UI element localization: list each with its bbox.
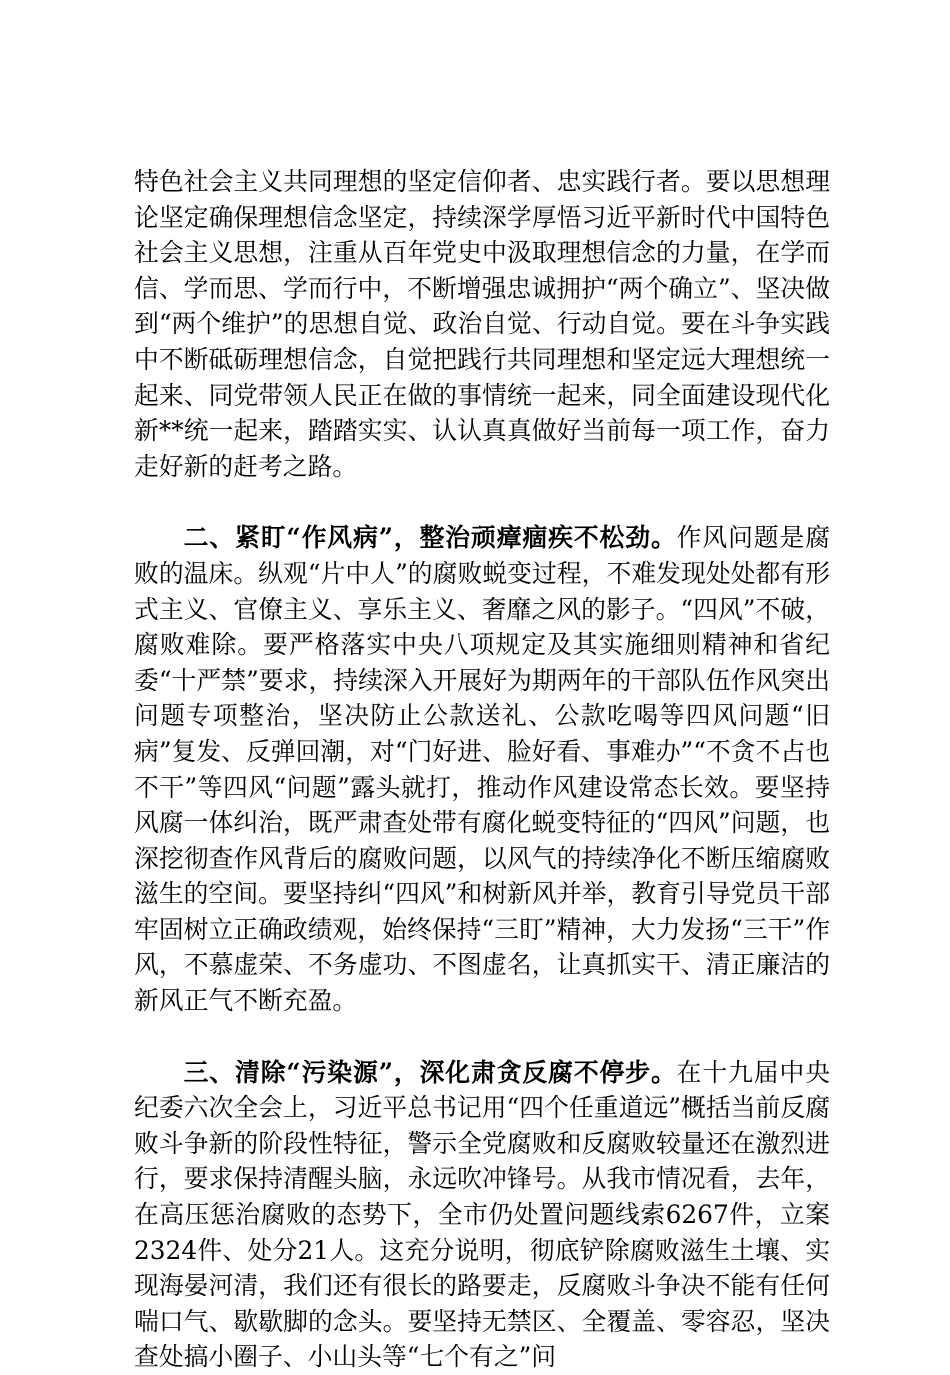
section-heading-three: 三、清除“污染源”，深化肃贪反腐不停步。 [183, 1057, 677, 1087]
paragraph-text: 特色社会主义共同理想的坚定信仰者、忠实践行者。要以思想理论坚定确保理想信念坚定，持续深学厚悟习近平新时代中国特色社会主义思想，注重从百年党史中汲取理想信念的力量，在学而信、学而思、学而行中，不断增强忠诚拥护“两个确立”、坚决做到“两个维护”的思想自觉、政治自觉、行动自觉。要在斗争实践中不断砥砺理想信念，自觉把践行共同理想和坚定远大理想统一起来、同党带领人民正在做的事情统一起来，同全面建设现代化新**统一起来，踏踏实实、认认真真做好当前每一项工作，奋力走好新的赶考之路。 [134, 167, 830, 481]
document-page [134, 164, 830, 1375]
paragraph-section-three [134, 1055, 830, 1375]
paragraph-text: 在十九届中央纪委六次全会上，习近平总书记用“四个任重道远”概括当前反腐败斗争新的阶段性特征，警示全党腐败和反腐败较量还在激烈进行，要求保持清醒头脑，永远吹冲锋号。从我市情况看，去年，在高压惩治腐败的态势下，全市仍处置问题线索6267件，立案2324件、处分21人。这充分说明，彻底铲除腐败滋生土壤、实现海晏河清，我们还有很长的路要走，反腐败斗争决不能有任何喘口气、歇歇脚的念头。要坚持无禁区、全覆盖、零容忍，坚决查处搞小圈子、小山头等“七个有之”问 [134, 1057, 830, 1372]
paragraph-continuation [134, 164, 830, 484]
section-heading-two: 二、紧盯“作风病”，整治顽瘴痼疾不松劲。 [183, 523, 677, 553]
paragraph-section-two [134, 520, 830, 1018]
paragraph-text: 作风问题是腐败的温床。纵观“片中人”的腐败蜕变过程，不难发现处处都有形式主义、官僚主义、享乐主义、奢靡之风的影子。“四风”不破，腐败难除。要严格落实中央八项规定及其实施细则精神和省纪委“十严禁”要求，持续深入开展好为期两年的干部队伍作风突出问题专项整治，坚决防止公款送礼、公款吃喝等四风问题“旧病”复发、反弹回潮，对“门好进、脸好看、事难办”“不贪不占也不干”等四风“问题”露头就打，推动作风建设常态长效。要坚持风腐一体纠治，既严肃查处带有腐化蜕变特征的“四风”问题，也深挖彻查作风背后的腐败问题，以风气的持续净化不断压缩腐败滋生的空间。要坚持纠“四风”和树新风并举，教育引导党员干部牢固树立正确政绩观，始终保持“三盯”精神，大力发扬“三干”作风，不慕虚荣、不务虚功、不图虚名，让真抓实干、清正廉洁的新风正气不断充盈。 [134, 523, 830, 1016]
